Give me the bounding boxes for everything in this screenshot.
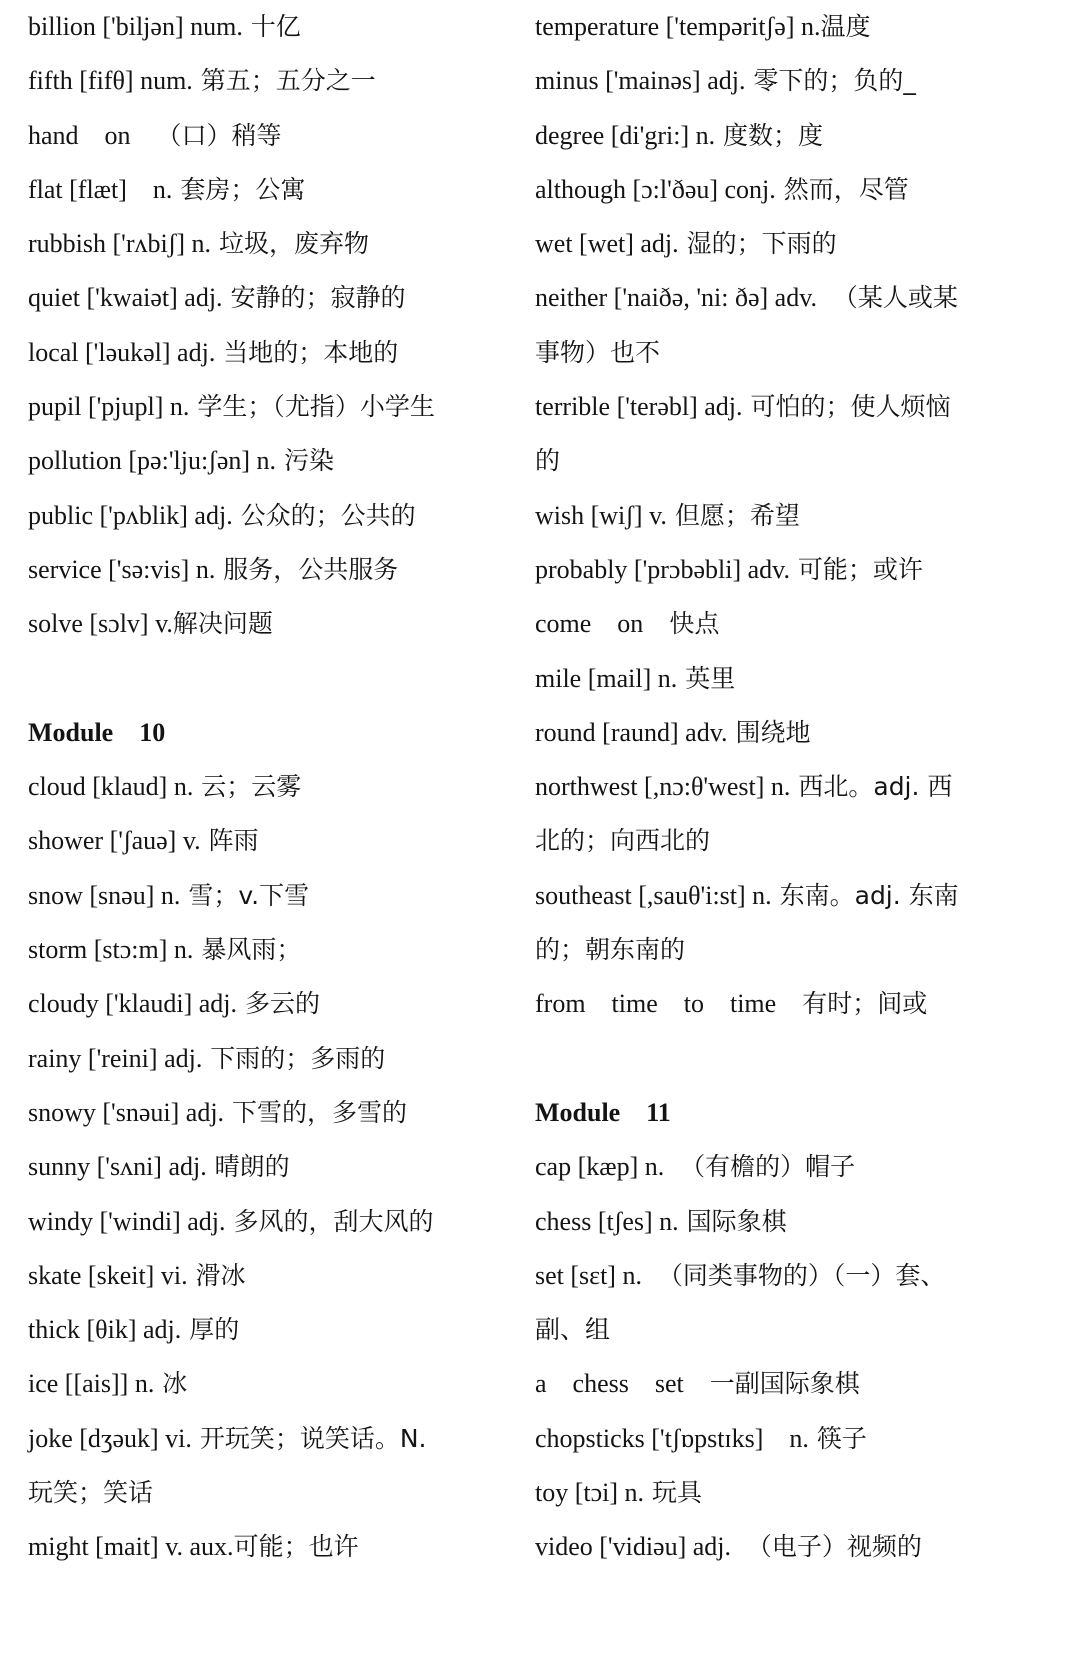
- english-term: set [sɛt] n.: [535, 1260, 642, 1290]
- vocab-entry: [28, 1086, 528, 1140]
- chinese-definition: 玩笑；笑话: [28, 1478, 154, 1508]
- chinese-definition: 但愿；希望: [666, 500, 800, 530]
- blank-line: [28, 652, 528, 706]
- english-term: solve [sɔlv] v.: [28, 609, 173, 639]
- english-term: southeast [,sauθ'i:st] n.: [535, 880, 772, 910]
- chinese-definition: 温度: [820, 12, 871, 41]
- vocab-entry: [28, 163, 528, 217]
- chinese-definition: 湿的；下雨的: [678, 229, 837, 259]
- vocab-entry: [28, 1303, 528, 1357]
- chinese-definition: 事物）也不: [535, 337, 661, 367]
- english-term: rainy ['reini] adj.: [28, 1043, 203, 1073]
- chinese-definition: 公众的；公共的: [232, 500, 416, 530]
- chinese-definition: 可能；或许: [789, 554, 923, 584]
- vocab-entry: [535, 869, 1065, 923]
- english-term: a chess set: [535, 1369, 710, 1399]
- english-term: sunny ['sʌni] adj.: [28, 1152, 207, 1182]
- english-term: chopsticks ['tʃɒpstɪks] n.: [535, 1423, 809, 1453]
- chinese-definition: 阵雨: [200, 826, 259, 856]
- english-term: skate [skeit] vi.: [28, 1260, 188, 1290]
- vocab-entry: [28, 1032, 528, 1086]
- chinese-definition: 冰: [154, 1369, 188, 1399]
- vocab-entry: [28, 1520, 528, 1574]
- english-term: windy ['windi] adj.: [28, 1206, 226, 1236]
- vocab-entry: [535, 489, 1065, 543]
- chinese-definition: 国际象棋: [678, 1206, 787, 1236]
- chinese-definition: 服务，公共服务: [215, 554, 399, 584]
- vocab-entry: [535, 54, 1065, 108]
- vocab-phrase: [535, 1357, 1065, 1411]
- vocab-entry: [535, 163, 1065, 217]
- vocab-entry-continuation: [28, 1466, 528, 1520]
- english-term: flat [flæt] n.: [28, 174, 173, 204]
- chinese-definition: 第五；五分之一: [192, 66, 376, 96]
- vocab-entry: [535, 1249, 1065, 1303]
- vocab-entry: [28, 0, 528, 54]
- chinese-definition: 快点: [669, 609, 720, 639]
- english-term: wet [wet] adj.: [535, 229, 679, 259]
- chinese-definition: 滑冰: [187, 1260, 246, 1290]
- vocab-entry: [28, 597, 528, 651]
- chinese-definition: 学生；（尤指）小学生: [189, 392, 435, 422]
- english-term: neither ['naiðə, 'ni: ðə] adv.: [535, 283, 818, 313]
- chinese-definition: 下雪的，多雪的: [224, 1097, 407, 1127]
- vocab-entry-continuation: [535, 923, 1065, 977]
- right-column: [535, 0, 1065, 1575]
- vocab-entry: [28, 380, 528, 434]
- vocab-entry: [535, 706, 1065, 760]
- english-term: terrible ['terəbl] adj.: [535, 392, 743, 422]
- english-term: video ['vidiəu] adj.: [535, 1532, 732, 1562]
- chinese-definition: 围绕地: [727, 717, 811, 747]
- vocab-entry: [28, 1412, 528, 1466]
- english-term: minus ['mainəs] adj.: [535, 66, 746, 96]
- english-term: snowy ['snəui] adj.: [28, 1097, 225, 1127]
- english-term: billion ['biljən] num.: [28, 12, 243, 41]
- chinese-definition: 当地的；本地的: [215, 337, 399, 367]
- vocab-entry-continuation: [535, 814, 1065, 868]
- vocab-entry: [28, 869, 528, 923]
- english-term: snow [snəu] n.: [28, 880, 181, 910]
- chinese-definition: 零下的；负的_: [745, 66, 916, 96]
- vocab-entry: [535, 652, 1065, 706]
- english-term: pupil ['pjupl] n.: [28, 392, 190, 422]
- vocab-entry: [28, 543, 528, 597]
- chinese-definition: 安静的；寂静的: [222, 283, 406, 313]
- vocab-entry-continuation: [535, 1303, 1065, 1357]
- vocab-entry: [28, 54, 528, 108]
- vocab-entry: [28, 1140, 528, 1194]
- vocab-phrase: [28, 109, 528, 163]
- chinese-definition: 的: [535, 446, 561, 476]
- english-term: temperature ['tempəritʃə] n.: [535, 12, 821, 41]
- chinese-definition: （电子）视频的: [731, 1532, 922, 1562]
- english-term: ice [[ais]] n.: [28, 1369, 155, 1399]
- chinese-definition: 套房；公寓: [172, 174, 306, 204]
- vocab-entry: [535, 1466, 1065, 1520]
- vocab-entry: [28, 434, 528, 488]
- chinese-definition: 有时；间或: [802, 989, 928, 1019]
- chinese-definition: 解决问题: [172, 609, 273, 639]
- module-title: Module 10: [28, 717, 166, 747]
- chinese-definition: 度数；度: [715, 120, 824, 150]
- chinese-definition: 污染: [276, 446, 334, 476]
- chinese-definition: 雪；v.下雪: [180, 880, 310, 910]
- chinese-definition: 垃圾，废弃物: [211, 229, 369, 259]
- vocab-phrase: [535, 597, 1065, 651]
- vocab-entry: [535, 271, 1065, 325]
- chinese-definition: 北的；向西北的: [535, 826, 711, 856]
- chinese-definition: （口）稍等: [156, 120, 282, 150]
- chinese-definition: 西北。adj. 西: [790, 772, 953, 802]
- left-column: [28, 0, 528, 1575]
- chinese-definition: 厚的: [181, 1315, 240, 1345]
- vocab-entry-continuation: [535, 434, 1065, 488]
- english-term: quiet ['kwaiət] adj.: [28, 283, 223, 313]
- chinese-definition: 下雨的；多雨的: [202, 1043, 386, 1073]
- chinese-definition: 开玩笑；说笑话。N.: [191, 1423, 427, 1453]
- vocab-entry: [535, 543, 1065, 597]
- english-term: might [mait] v. aux.: [28, 1532, 234, 1562]
- vocab-entry: [535, 109, 1065, 163]
- vocab-entry: [535, 1520, 1065, 1574]
- english-term: chess [tʃes] n.: [535, 1206, 679, 1236]
- chinese-definition: （同类事物的）（一）套、: [641, 1260, 946, 1290]
- vocab-entry: [535, 0, 1065, 54]
- chinese-definition: 十亿: [242, 12, 301, 41]
- chinese-definition: 筷子: [808, 1423, 867, 1453]
- chinese-definition: 英里: [677, 663, 736, 693]
- english-term: round [raund] adv.: [535, 717, 728, 747]
- english-term: degree [di'gri:] n.: [535, 120, 716, 150]
- vocab-entry: [28, 814, 528, 868]
- english-term: thick [θik] adj.: [28, 1315, 182, 1345]
- english-term: cap [kæp] n.: [535, 1152, 665, 1182]
- chinese-definition: 玩具: [644, 1478, 702, 1508]
- vocab-entry: [535, 380, 1065, 434]
- english-term: northwest [,nɔ:θ'west] n.: [535, 772, 791, 802]
- english-term: cloudy ['klaudi] adj.: [28, 989, 238, 1019]
- vocab-entry: [28, 923, 528, 977]
- english-term: public ['pʌblik] adj.: [28, 500, 233, 530]
- vocab-entry: [28, 1249, 528, 1303]
- vocab-entry: [28, 217, 528, 271]
- vocab-entry: [28, 977, 528, 1031]
- vocab-entry: [535, 1195, 1065, 1249]
- chinese-definition: 晴朗的: [206, 1152, 290, 1182]
- chinese-definition: 副、组: [535, 1315, 611, 1345]
- vocab-entry: [535, 1140, 1065, 1194]
- vocab-entry: [28, 326, 528, 380]
- vocab-phrase: [535, 977, 1065, 1031]
- chinese-definition: 东南。adj. 东南: [771, 880, 959, 910]
- chinese-definition: 可怕的；使人烦恼: [742, 392, 951, 422]
- english-term: pollution [pə:'lju:ʃən] n.: [28, 446, 277, 476]
- english-term: storm [stɔ:m] n.: [28, 935, 194, 965]
- english-term: service ['sə:vis] n.: [28, 554, 216, 584]
- english-term: probably ['prɔbəbli] adv.: [535, 554, 790, 584]
- english-term: fifth [fifθ] num.: [28, 66, 193, 96]
- chinese-definition: 暴风雨；: [193, 935, 302, 965]
- vocab-entry: [535, 760, 1065, 814]
- vocab-entry: [28, 1357, 528, 1411]
- vocab-entry: [28, 760, 528, 814]
- english-term: rubbish ['rʌbiʃ] n.: [28, 229, 212, 259]
- english-term: come on: [535, 609, 670, 639]
- english-term: cloud [klaud] n.: [28, 772, 194, 802]
- chinese-definition: 一副国际象棋: [709, 1369, 860, 1399]
- english-term: mile [mail] n.: [535, 663, 678, 693]
- module-title: Module 11: [535, 1097, 671, 1127]
- english-term: from time to time: [535, 989, 803, 1019]
- vocab-entry: [535, 217, 1065, 271]
- english-term: although [ɔ:l'ðəu] conj.: [535, 174, 776, 204]
- chinese-definition: （某人或某: [817, 283, 958, 313]
- vocab-entry: [535, 1412, 1065, 1466]
- vocab-entry: [28, 271, 528, 325]
- english-term: toy [tɔi] n.: [535, 1478, 645, 1508]
- english-term: shower ['ʃauə] v.: [28, 826, 201, 856]
- english-term: hand on: [28, 120, 157, 150]
- vocab-entry: [28, 1195, 528, 1249]
- english-term: wish [wiʃ] v.: [535, 500, 667, 530]
- chinese-definition: 多云的: [237, 989, 320, 1019]
- chinese-definition: 多风的，刮大风的: [225, 1206, 434, 1236]
- module-heading: [535, 1086, 1065, 1140]
- vocab-entry-continuation: [535, 326, 1065, 380]
- vocab-entry: [28, 489, 528, 543]
- chinese-definition: 可能；也许: [233, 1532, 359, 1562]
- english-term: joke [dʒəuk] vi.: [28, 1423, 192, 1453]
- module-heading: [28, 706, 528, 760]
- english-term: local ['ləukəl] adj.: [28, 337, 216, 367]
- chinese-definition: （有檐的）帽子: [664, 1152, 856, 1182]
- chinese-definition: 的；朝东南的: [535, 935, 686, 965]
- chinese-definition: 然而，尽管: [775, 174, 909, 204]
- blank-line: [535, 1032, 1065, 1086]
- chinese-definition: 云；云雾: [193, 772, 302, 802]
